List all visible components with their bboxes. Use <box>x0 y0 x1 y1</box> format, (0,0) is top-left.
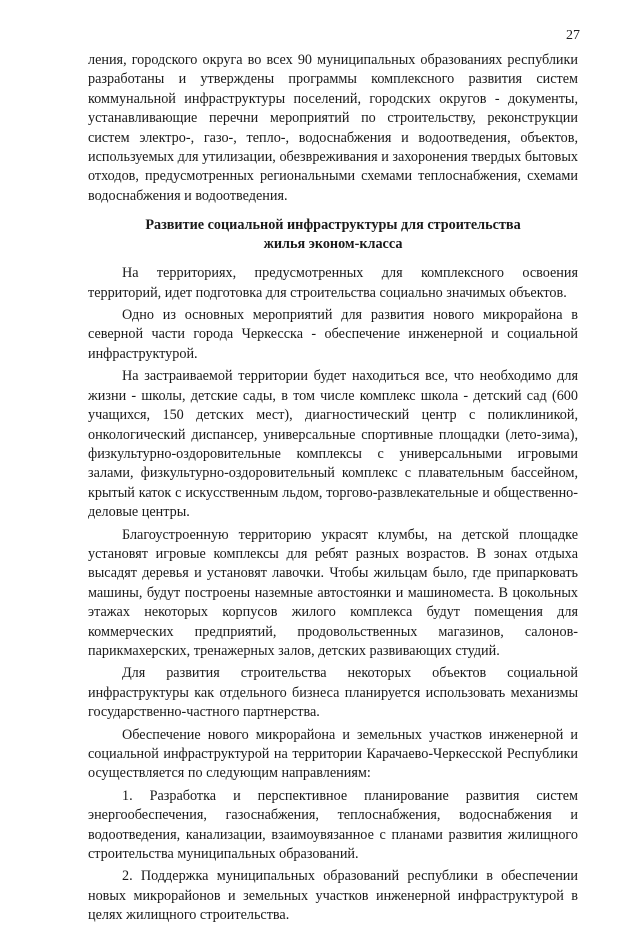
page-number: 27 <box>566 28 580 43</box>
section-heading-line-1: Развитие социальной инфраструктуры для строительства <box>145 217 521 234</box>
paragraph-main-measure: Одно из основных мероприятий для развития нового микрорайона в северной части города Черкесска - обеспечение инженерной и социальной инфраструктурой. <box>88 307 578 362</box>
paragraph-landscaping: Благоустроенную территорию украсят клумбы, на детской площадке установят игровые комплексы для ребят разных возрастов. В зонах отдыха высадят деревья и установят лавочки. Чтобы жильцам было, где припарковать машины, будут построены наземные автостоянки и машиноместа. В цокольных этажах некоторых корпусов жилого комплекса будут помещения для коммерческих предприятий, продовольственных магазинов, салонов-парикмахерских, тренажерных залов, детских развивающих студий. <box>88 526 578 659</box>
list-item-1: 1. Разработка и перспективное планирование развития систем энергообеспечения, газоснабжения, теплоснабжения, водоснабжения и водоотведения, канализации, взаимоувязанное с планами развития жилищного строительства муниципальных образований. <box>88 787 578 863</box>
document-body <box>88 51 578 926</box>
paragraph-facilities: На застраиваемой территории будет находиться все, что необходимо для жизни - школы, детские сады, в том числе комплекс школа - детский сад (600 учащихся, 150 детских мест), диагностический центр с поликлиникой, онкологический диспансер, универсальные спортивные площадки (лето-зима), физкультурно-оздоровительные комплексы с универсальными игровыми залами, физкультурно-оздоровительный комплекс с плавательным бассейном, крытый каток с искусственным льдом, торгово-развлекательные и общественно-деловые центры. <box>88 368 578 521</box>
section-heading <box>88 216 578 254</box>
list-item-2: 2. Поддержка муниципальных образований республики в обеспечении новых микрорайонов и земельных участков инженерной инфраструктурой в целях жилищного строительства. <box>88 868 578 924</box>
paragraph-territories: На территориях, предусмотренных для комплексного освоения территорий, идет подготовка для строительства социально значимых объектов. <box>88 265 578 301</box>
intro-paragraph: ления, городского округа во всех 90 муниципальных образованиях республики разработаны и утверждены программы комплексного развития систем коммунальной инфраструктуры поселений, городских округов - документы, устанавливающие перечни мероприятий по строительству, реконструкции систем электро-, газо-, тепло-, водоснабжения и водоотведения, объектов, используемых для утилизации, обезвреживания и захоронения твердых бытовых отходов, предусмотренных региональными схемами теплоснабжения, схемами водоснабжения и водоотведения. <box>88 52 578 204</box>
paragraph-directions-intro: Обеспечение нового микрорайона и земельных участков инженерной и социальной инфраструктурой на территории Карачаево-Черкесской Республики осуществляется по следующим направлениям: <box>88 726 578 782</box>
section-heading-line-2: жилья эконом-класса <box>263 236 403 253</box>
paragraph-partnership: Для развития строительства некоторых объектов социальной инфраструктуры как отдельного бизнеса планируется использовать механизмы государственно-частного партнерства. <box>88 665 578 721</box>
